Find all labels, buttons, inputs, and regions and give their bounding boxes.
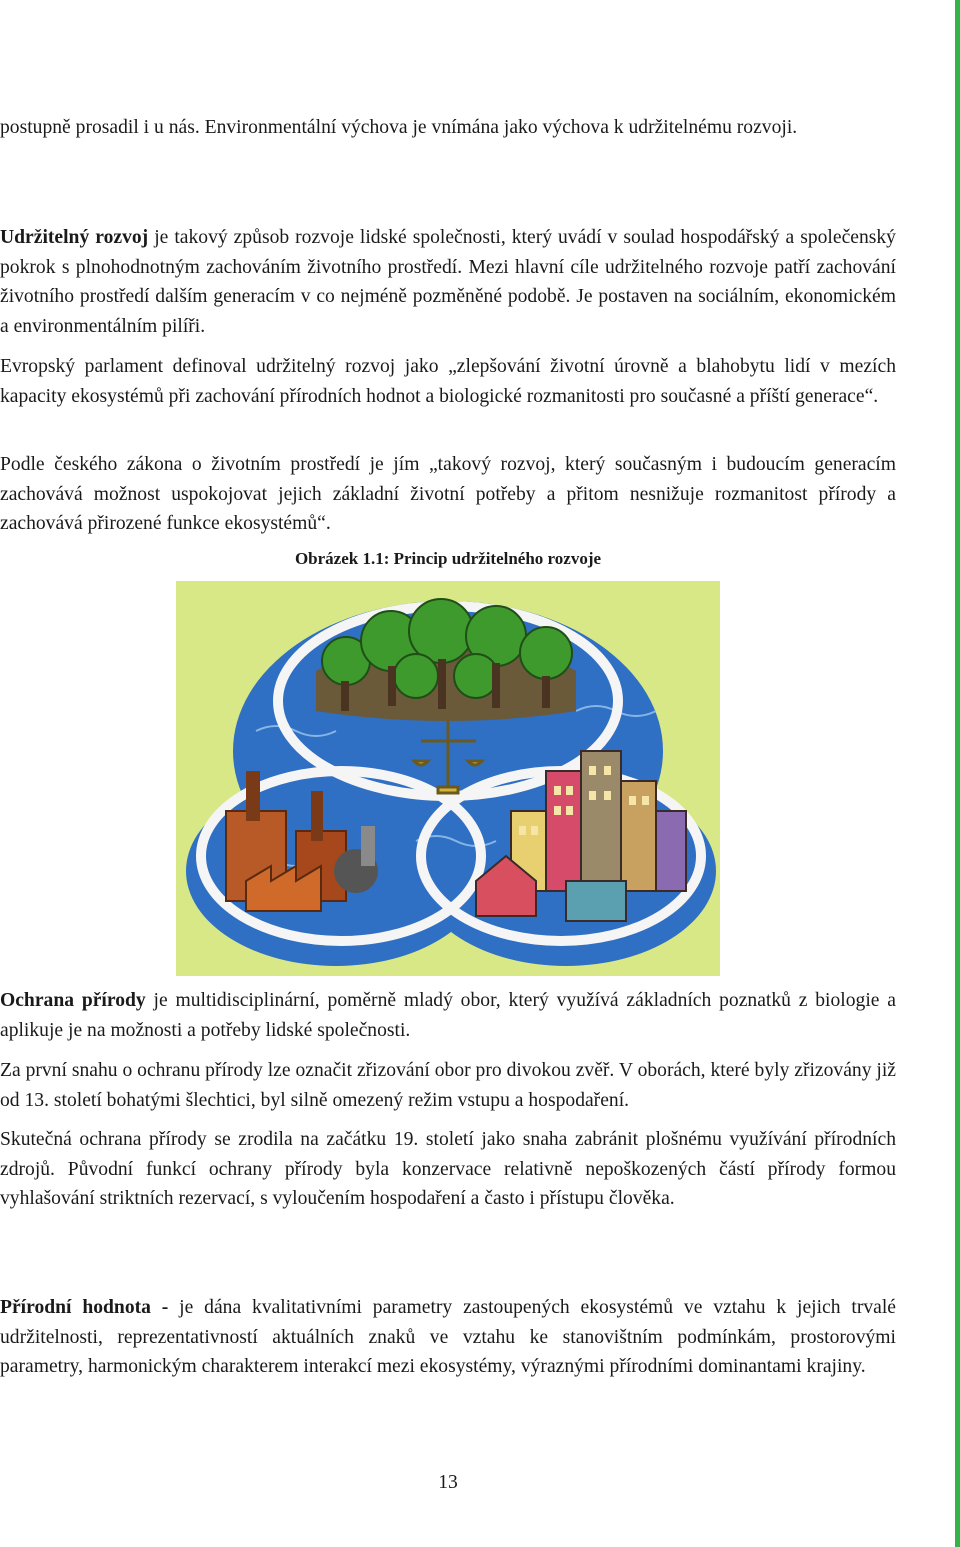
- paragraph-real-protection: Skutečná ochrana přírody se zrodila na začátku 19. století jako snaha zabránit plošnému využívání přírodních zdrojů. Původní funkcí ochrany přírody byla konzervace relativně nepoškozených částí přírody formou vyhlašování striktních rezervací, s vyloučením hospodaření a často i přístupu člověka.: [0, 1129, 896, 1209]
- paragraph-eu-definition: Evropský parlament definoval udržitelný rozvoj jako „zlepšování životní úrovně a blahobytu lidí v mezích kapacity ekosystémů při zachování přírodních hodnot a biologické rozmanitosti pro současné a příští generace“.: [0, 356, 896, 407]
- paragraph-sustainable-development-text: je takový způsob rozvoje lidské společnosti, který uvádí v soulad hospodářský a společenský pokrok s plnohodnotným zachováním životního prostředí. Mezi hlavní cíle udržitelného rozvoje patří zachování životního prostředí dalším generacím v co nejméně pozměněné podobě. Je postaven na sociálním, ekonomickém a environmentálním pilíři.: [0, 227, 896, 337]
- term-sustainable-development: Udržitelný rozvoj: [0, 227, 149, 248]
- paragraph-intro: postupně prosadil i u nás. Environmentální výchova je vnímána jako výchova k udržitelnému rozvoji.: [0, 117, 798, 138]
- term-natural-value: Přírodní hodnota -: [0, 1297, 169, 1318]
- paragraph-natural-value: [0, 1293, 896, 1382]
- paragraph-natural-value-text: je dána kvalitativními parametry zastoupených ekosystémů ve vztahu k jejich trvalé udržitelnosti, reprezentativností aktuálních znaků ve vztahu ke stanovištním podmínkám, prostorovými parametry, harmonickým charakterem interakcí mezi ekosystémy, výraznými přírodními dominantami krajiny.: [0, 1297, 896, 1377]
- page-number: 13: [438, 1472, 458, 1493]
- paragraph-nature-protection: [0, 986, 896, 1045]
- term-nature-protection: Ochrana přírody: [0, 990, 146, 1011]
- sustainable-development-illustration: [176, 581, 720, 976]
- paragraph-sustainable-development: [0, 223, 896, 341]
- paragraph-game-reserves: Za první snahu o ochranu přírody lze označit zřizování obor pro divokou zvěř. V oborách, které byly zřizovány již od 13. století bohatými šlechtici, byl silně omezený režim vstupu a hospodaření.: [0, 1060, 896, 1111]
- illustration-svg: [176, 581, 720, 976]
- page-edge-accent-bar: [955, 0, 960, 1547]
- figure-caption: Obrázek 1.1: Princip udržitelného rozvoje: [294, 549, 602, 568]
- paragraph-nature-protection-text: je multidisciplinární, poměrně mladý obor, který využívá základních poznatků z biologie a aplikuje je na možnosti a potřeby lidské společnosti.: [0, 990, 896, 1041]
- paragraph-czech-law: Podle českého zákona o životním prostředí je jím „takový rozvoj, který současným i budoucím generacím zachovává možnost uspokojovat jejich základní životní potřeby a přitom nesnižuje rozmanitost přírody a zachovává přirozené funkce ekosystémů“.: [0, 454, 896, 534]
